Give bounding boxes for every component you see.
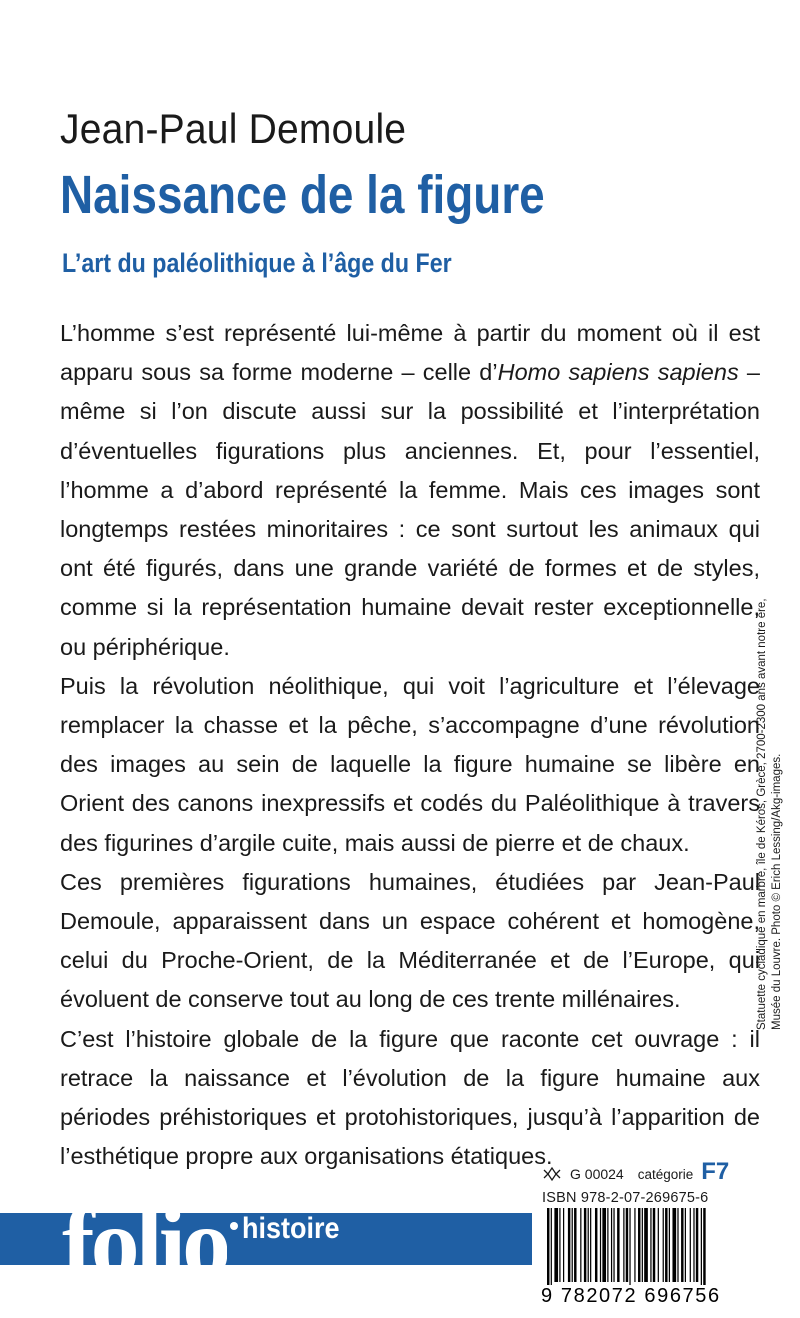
barcode-bar xyxy=(611,1208,612,1282)
species-name: Homo sapiens sapiens xyxy=(497,359,739,386)
barcode-bar xyxy=(551,1208,552,1286)
photo-credit-line-1: Statuette cycladique en marbre, île de Kéros, Grèce, 2700-2300 ans avant notre ère, xyxy=(756,598,768,1030)
barcode-bar xyxy=(701,1208,702,1286)
barcode-bar xyxy=(563,1208,564,1282)
barcode-bar xyxy=(669,1208,670,1282)
blurb-paragraph-1: L’homme s’est représenté lui-même à partir du moment où il est apparu sous sa forme moderne – celle d’Homo sapiens sapiens – même si l’on discute aussi sur la possibilité et l’interprétation d’éventuelles figurations plus anciennes. Et, pour l’essentiel, l’homme a d’abord représenté la femme. Mais ces images sont longtemps restées minoritaires : ce sont surtout les animaux qui ont été figurés, dans une grande variété de formes et de styles, comme si la représentation humaine devait rester exceptionnelle, ou périphérique. xyxy=(60,320,760,660)
barcode-bar xyxy=(629,1208,630,1286)
back-cover-blurb xyxy=(60,314,760,1176)
barcode-bar xyxy=(559,1208,560,1282)
barcode-bar xyxy=(644,1208,648,1282)
barcode-digits: 9 782072 696756 xyxy=(541,1285,746,1308)
barcode-bar xyxy=(547,1208,549,1286)
barcode-bar xyxy=(554,1208,558,1282)
barcode-bar xyxy=(650,1208,651,1282)
barcode-bars xyxy=(541,1208,746,1286)
barcode-bar xyxy=(634,1208,635,1282)
barcode-bar xyxy=(685,1208,686,1282)
barcode-bar xyxy=(590,1208,591,1282)
barcode-bar xyxy=(607,1208,608,1282)
logo-dot xyxy=(230,1222,238,1230)
barcode-bar xyxy=(584,1208,586,1282)
photo-credit xyxy=(755,598,785,1030)
barcode-bar xyxy=(663,1208,664,1282)
barcode-bar xyxy=(623,1208,624,1282)
barcode-bar xyxy=(672,1208,676,1282)
g-code: G 00024 xyxy=(570,1166,624,1182)
author-name: Jean-Paul Demoule xyxy=(60,105,407,152)
barcode-bar xyxy=(600,1208,601,1282)
photo-credit-line-2: Musée du Louvre. Photo © Erich Lessing/Akg-images. xyxy=(771,753,783,1030)
barcode-bar xyxy=(690,1208,691,1282)
barcode-bar xyxy=(568,1208,570,1282)
barcode-bar xyxy=(693,1208,694,1282)
product-codes xyxy=(542,1158,742,1206)
barcode-bar xyxy=(588,1208,589,1282)
book-subtitle: L’art du paléolithique à l’âge du Fer xyxy=(62,248,452,278)
book-title: Naissance de la figure xyxy=(60,165,545,225)
barcode-bar xyxy=(580,1208,581,1282)
barcode-bar xyxy=(658,1208,659,1282)
barcode-bar xyxy=(574,1208,576,1282)
barcode-bar xyxy=(613,1208,614,1282)
folio-category-icon xyxy=(542,1166,562,1182)
barcode-bar xyxy=(696,1208,698,1282)
barcode-bar xyxy=(681,1208,683,1282)
barcode-bar xyxy=(703,1208,705,1286)
collection-name: histoire xyxy=(242,1212,340,1245)
isbn-text: ISBN 978-2-07-269675-6 xyxy=(542,1190,709,1206)
blurb-paragraph-3: Ces premières figurations humaines, étudiées par Jean-Paul Demoule, apparaissent dans un espace cohérent et homogène, celui du Proche-Orient, de la Méditerranée et de l’Europe, qui évoluent de conserve tout au long de ces trente millénaires. xyxy=(60,868,760,1013)
barcode-bar xyxy=(572,1208,573,1282)
category-label: catégorie xyxy=(637,1167,694,1182)
folio-logo: folio xyxy=(62,1189,228,1297)
blurb-paragraph-4: C’est l’histoire globale de la figure que raconte cet ouvrage : il retrace la naissance et l’évolution de la figure humaine aux périodes préhistoriques et protohistoriques, jusqu’à l’apparition de l’esthétique propre aux organisations étatiques. xyxy=(60,1025,760,1170)
category-value: F7 xyxy=(701,1158,730,1185)
barcode-bar xyxy=(626,1208,628,1282)
blurb-paragraph-2: Puis la révolution néolithique, qui voit l’agriculture et l’élevage remplacer la chasse et la pêche, s’accompagne d’une révolution des images au sein de laquelle la figure humaine se libère en Orient des canons inexpressifs et codés du Paléolithique à travers des figurines d’argile cuite, mais aussi de pierre et de chaux. xyxy=(60,672,760,856)
barcode-bar xyxy=(602,1208,606,1282)
barcode-bar xyxy=(665,1208,667,1282)
barcode-bar xyxy=(653,1208,655,1282)
barcode-bar xyxy=(642,1208,643,1282)
barcode-bar xyxy=(677,1208,678,1282)
barcode-bar xyxy=(595,1208,597,1282)
barcode-bar xyxy=(617,1208,619,1282)
barcode-bar xyxy=(638,1208,640,1282)
